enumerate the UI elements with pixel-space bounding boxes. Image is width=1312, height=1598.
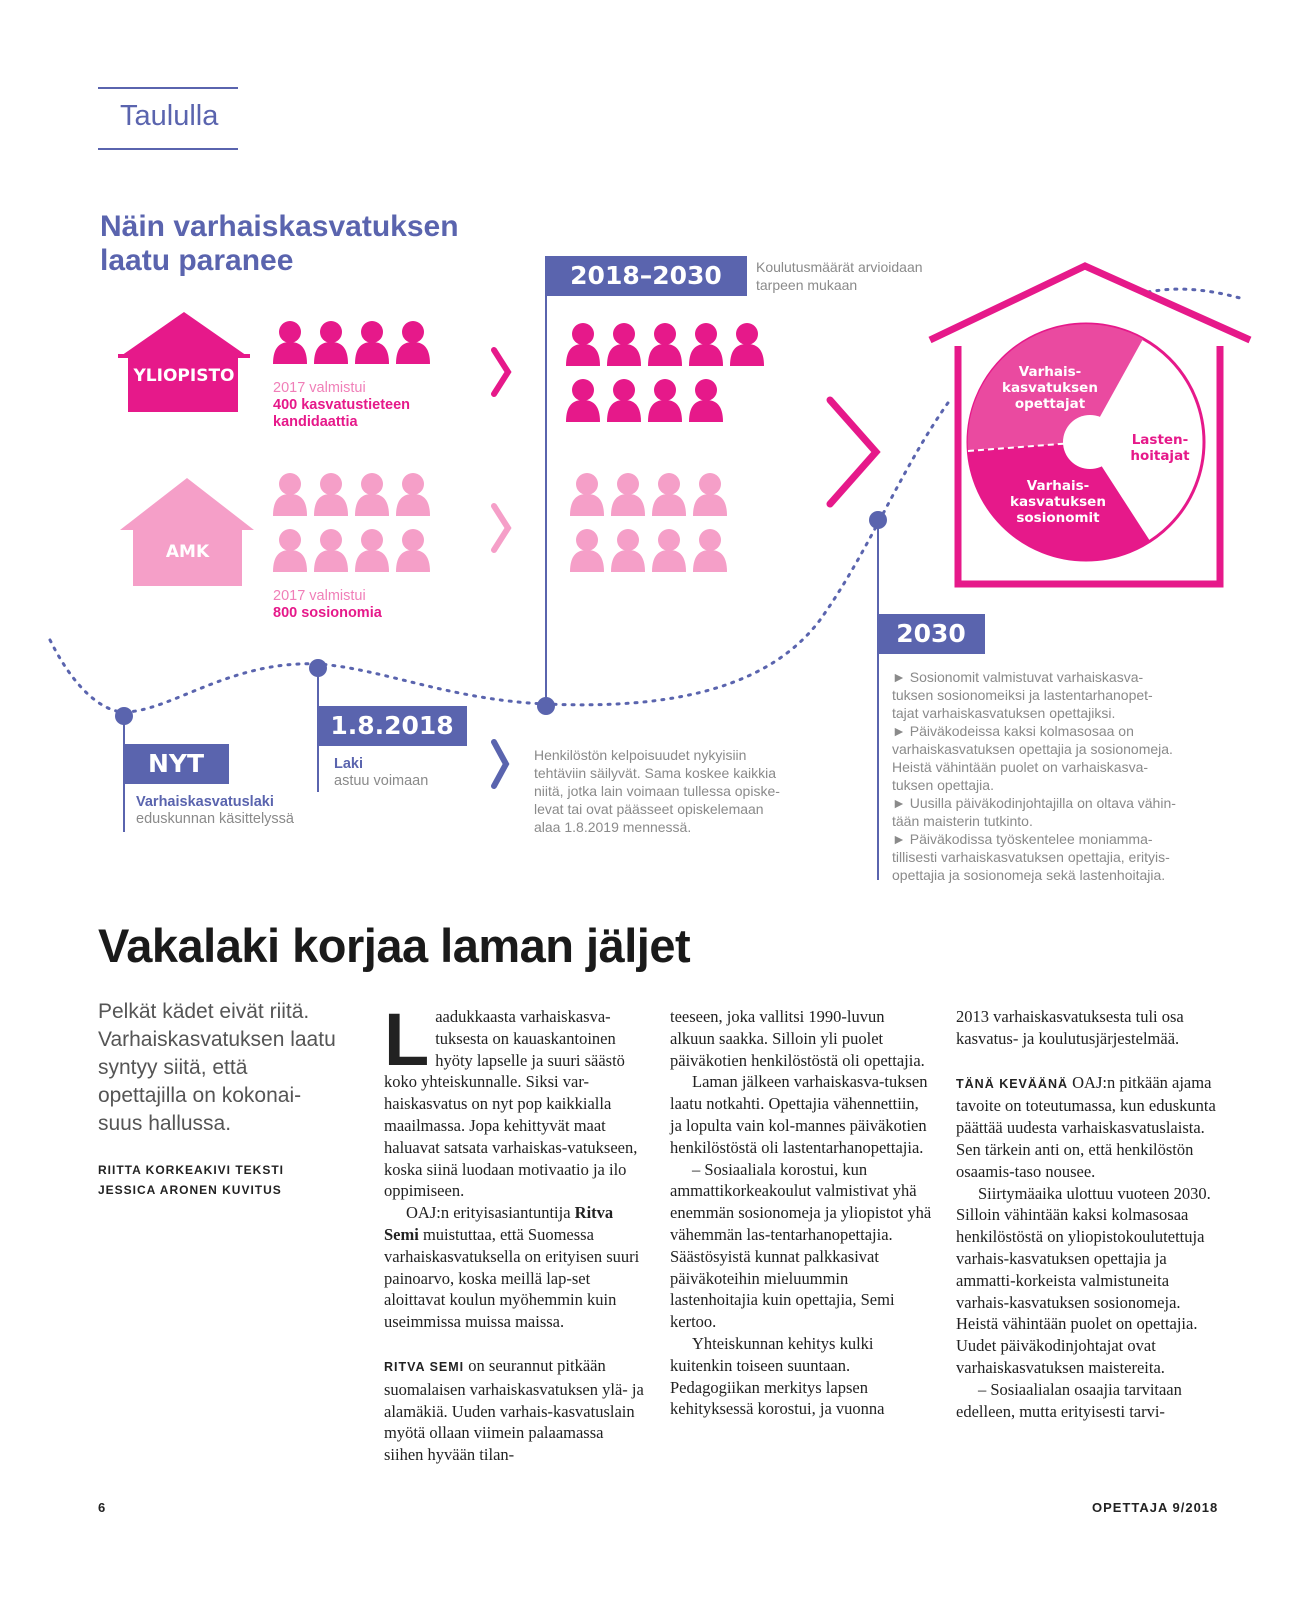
pie-label-socionomists: [998, 478, 1118, 526]
drop-cap: L: [384, 998, 430, 1081]
column-3-paragraph-1: 2013 varhaiskasvatuksesta tuli osa kasvatus- ja koulutusjärjestelmää.: [956, 1007, 1184, 1048]
column-3-text-2: OAJ:n pitkään ajama tavoite on toteutumassa, kun eduskunta päättää uudesta varhaiskasvatuslaista. Sen tärkein anti on, että henkilöstön osaamis-taso nousee.: [956, 1072, 1216, 1181]
pie-label-teachers-2: kasvatuksen: [1002, 380, 1098, 396]
year-2030-note-line: ► Päiväkodeissa kaksi kolmasosaa on: [892, 723, 1134, 739]
transition-note: [534, 746, 780, 836]
article-credits: [98, 1160, 284, 1200]
date-2018-label: 1.8.2018: [317, 706, 467, 746]
column-2-paragraph-4: Yhteiskunnan kehitys kulki kuitenkin toiseen suuntaan. Pedagogiikan merkitys lapsen kehityksessä korostui, ja vuonna: [670, 1333, 885, 1419]
pie-label-socionomists-1: Varhais-: [1026, 478, 1090, 494]
pie-label-nurses-2: hoitajat: [1130, 448, 1190, 464]
year-2030-note-line: opettajia ja sosionomeja sekä lastenhoitajia.: [892, 867, 1166, 883]
infographic-title-line2: laatu paranee: [100, 244, 294, 277]
amk-house-icon: [120, 478, 254, 586]
yliopisto-caption: [273, 380, 410, 431]
nyt-caption-line2: eduskunnan käsittelyssä: [136, 811, 294, 827]
amk-people-icons: [273, 473, 430, 572]
transition-note-line: tehtäviin säilyvät. Sama koskee kaikkia: [534, 765, 776, 781]
pie-label-socionomists-2: kasvatuksen: [1010, 494, 1106, 510]
pie-label-socionomists-3: sosionomit: [1016, 510, 1100, 526]
pie-label-teachers: [990, 364, 1110, 412]
infographic-title-line1: Näin varhaiskasvatuksen: [100, 210, 459, 243]
column-3-paragraph-3: Siirtymäaika ulottuu vuoteen 2030. Silloin vähintään kaksi kolmasosaa henkilöstöstä on yliopistokoulutettuja varhais-kasvatuksen opettajia ja ammatti-korkeista valmistuneita varhais-kasvatuksen sosionomeja. Heistä vähintään puolet on opettajia. Uudet päiväkodinjohtajat ovat varhaiskasvatuksen maistereita.: [956, 1183, 1211, 1377]
column-3-paragraph-4: – Sosiaalialan osaajia tarvitaan edelleen, mutta erityisesti tarvi-: [956, 1379, 1182, 1421]
yliopisto-label: YLIOPISTO: [133, 366, 235, 386]
year-2030-note-line: tuksen sosionomeiksi ja lastentarhanopet-: [892, 687, 1153, 703]
nyt-caption: [136, 794, 294, 828]
pie-label-nurses-1: Lasten-: [1131, 432, 1189, 448]
amk-caption-count: 800 sosionomia: [273, 605, 382, 621]
column-1-leadin: RITVA SEMI: [384, 1359, 465, 1374]
year-2030-line: [877, 520, 879, 880]
chevron-right-icon: [494, 506, 508, 550]
yliopisto-house-icon: [118, 312, 250, 412]
credit-illustration: JESSICA ARONEN KUVITUS: [98, 1183, 282, 1197]
nyt-label: NYT: [123, 744, 229, 784]
article-headline: Vakalaki korjaa laman jäljet: [98, 919, 691, 972]
column-3-paragraph-2: [956, 1072, 1218, 1183]
year-2030-label: 2030: [877, 614, 985, 654]
credit-text: RIITTA KORKEAKIVI TEKSTI: [98, 1163, 284, 1177]
chevron-right-icon: [830, 400, 876, 504]
date-2018-caption: [334, 756, 428, 790]
year-2030-note-line: varhaiskasvatuksen opettajia ja sosionomeja.: [892, 741, 1173, 757]
column-1-paragraph-2: [384, 1202, 646, 1333]
year-2030-note-line: tuksen opettajia.: [892, 777, 994, 793]
chevron-right-icon: [494, 742, 506, 786]
transition-note-line: alaa 1.8.2019 mennessä.: [534, 819, 692, 835]
column-2-paragraph-3: – Sosiaaliala korostui, kun ammattikorkeakoulut valmistivat yhä enemmän sosionomeja ja yliopistot yhä vähemmän las-tentarhanopettajia. Säästösyistä kunnat palkkasivat päiväkoteihin mieluummin lastenhoitajia kuin opettajia, Semi kertoo.: [670, 1159, 932, 1332]
section-label: Taululla: [120, 100, 219, 132]
year-2030-note-line: tillisesti varhaiskasvatuksen opettajia, erityis-: [892, 849, 1170, 865]
year-2030-note-line: ► Sosionomit valmistuvat varhaiskasva-: [892, 669, 1144, 685]
nyt-caption-line1: Varhaiskasvatuslaki: [136, 794, 274, 810]
future-amk-people-icons: [570, 473, 727, 572]
column-1-paragraph-1: [384, 998, 646, 1202]
pie-label-teachers-3: opettajat: [1014, 396, 1086, 412]
pie-label-nurses: [1124, 432, 1196, 464]
column-2-paragraph-1: teeseen, joka vallitsi 1990-luvun alkuun saakka. Silloin yli puolet päiväkotien henkilöstöstä oli opettajia.: [670, 1007, 925, 1070]
year-2030-notes: [892, 668, 1176, 884]
date-2018-caption-line1: Laki: [334, 756, 364, 772]
column-1-text-3: on seurannut pitkään suomalaisen varhaiskasvatuksen ylä- ja alamäkiä. Uuden varhais-kasvatuslain myötä ollaan viimein palaamassa siihen hyvään tilan-: [384, 1355, 644, 1465]
range-note-line1: Koulutusmäärät arvioidaan: [756, 259, 923, 275]
publication-name: OPETTAJA 9/2018: [1092, 1500, 1219, 1515]
year-2030-note-line: Heistä vähintään puolet on varhaiskasva-: [892, 759, 1149, 775]
person-name: Ritva Semi: [384, 1203, 614, 1244]
yliopisto-caption-year: 2017 valmistui: [273, 380, 366, 396]
article-column-1: [384, 998, 646, 1466]
amk-caption-year: 2017 valmistui: [273, 588, 366, 604]
range-note: [756, 258, 923, 294]
year-2030-note-line: ► Päiväkodissa työskentelee moniamma-: [892, 831, 1153, 847]
year-2030-note-line: ► Uusilla päiväkodinjohtajilla on oltava vähin-: [892, 795, 1176, 811]
column-2-paragraph-2: Laman jälkeen varhaiskasva-tuksen laatu notkahti. Opettajia vähennettiin, ja lopulta vain kol-mannes päiväkotien henkilöstöstä oli lastentarhanopettajia.: [670, 1072, 928, 1157]
future-yliopisto-people-icons: [566, 323, 764, 422]
transition-note-line: niitä, jotka lain voimaan tullessa opiske-: [534, 783, 780, 799]
column-3-leadin: TÄNÄ KEVÄÄNÄ: [956, 1076, 1068, 1091]
year-2030-note-line: tajat varhaiskasvatuksen opettajiksi.: [892, 705, 1116, 721]
yliopisto-caption-count: 400 kasvatustieteen: [273, 397, 411, 413]
chevron-right-icon: [494, 350, 508, 394]
amk-caption: [273, 588, 382, 622]
amk-label: AMK: [165, 542, 210, 562]
yliopisto-people-icons: [273, 321, 430, 364]
page-number: 6: [98, 1500, 107, 1515]
pie-label-teachers-1: Varhais-: [1018, 364, 1082, 380]
date-2018-caption-line2: astuu voimaan: [334, 773, 429, 789]
range-note-line2: tarpeen mukaan: [756, 277, 858, 293]
year-2030-note-line: tään maisterin tutkinto.: [892, 813, 1033, 829]
transition-note-line: levat tai ovat päässeet opiskelemaan: [534, 801, 764, 817]
article-lead: Pelkät kädet eivät riitä. Varhaiskasvatuksen laatu syntyy siitä, että opettajilla on kokonai-suus hallussa.: [98, 1000, 336, 1135]
yliopisto-caption-degree: kandidaattia: [273, 414, 358, 430]
column-1-text-2b: muistuttaa, että Suomessa varhaiskasvatuksella on erityisen suuri painoarvo, koska meillä lap-set aloittavat koulun myöhemmin kuin useimmissa muissa maissa.: [384, 1224, 640, 1332]
range-2018-2030-line: [545, 256, 547, 706]
column-1-text-2a: OAJ:n erityisasiantuntija: [406, 1203, 575, 1223]
column-1-paragraph-3: [384, 1355, 646, 1466]
range-2018-2030-label: 2018–2030: [545, 256, 747, 296]
article-column-2: [670, 1006, 932, 1420]
transition-note-line: Henkilöstön kelpoisuudet nykyisiin: [534, 747, 747, 763]
column-1-text-1: aadukkaasta varhaiskasva-tuksesta on kauaskantoinen hyöty lapselle ja suuri säästö koko yhteiskunnalle. Siksi var-haiskasvatus on nyt pop kaikkialla maailmassa. Jopa kehittyvät maat haluavat satsata varhaiskas-vatukseen, koska siinä luodaan motivaatio ja ilo oppimiseen.: [384, 1007, 638, 1201]
article-column-3: [956, 1006, 1218, 1422]
